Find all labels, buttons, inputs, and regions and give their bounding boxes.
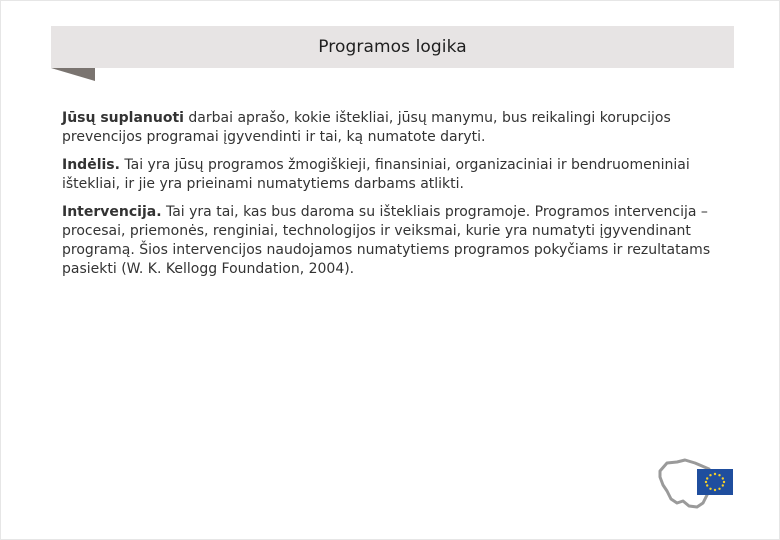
lithuania-map-eu-flag-icon xyxy=(657,457,737,513)
term-label: Intervencija. xyxy=(62,204,162,220)
paragraph-suplanuoti-darbai xyxy=(62,109,722,147)
paragraph-text: aprašo, kokie ištekliai, jūsų manymu, bus reikalingi korupcijos prevencijos programai įgyvendinti ir tai, ką numatote daryti. xyxy=(62,110,671,145)
paragraph-text: Tai yra jūsų programos žmogiškieji, finansiniai, organizaciniai ir bendruomeniniai ištekliai, ir jie yra prieinami numatytiems darbams atlikti. xyxy=(62,157,690,192)
paragraph-indelis xyxy=(62,156,722,194)
paragraph-intervencija xyxy=(62,203,722,279)
title-bar xyxy=(51,26,734,68)
term-label: Jūsų suplanuoti xyxy=(62,110,184,126)
page-title: Programos logika xyxy=(318,37,467,57)
paragraph-text: Tai yra tai, kas bus daroma su ištekliais programoje. Programos intervencija – procesai, priemonės, renginiai, technologijos ir veiksmai, kurie yra numatyti įgyvendinant programą. Šios intervencijos naudojamos numatytiems programos pokyčiams ir rezultatams pasiekti (W. K. Kellogg Foundation, 2004). xyxy=(62,204,711,277)
term-label-continued: darbai xyxy=(183,110,233,126)
term-label: Indėlis. xyxy=(62,157,120,173)
title-tab-decoration xyxy=(51,68,95,81)
content-body xyxy=(62,109,722,288)
